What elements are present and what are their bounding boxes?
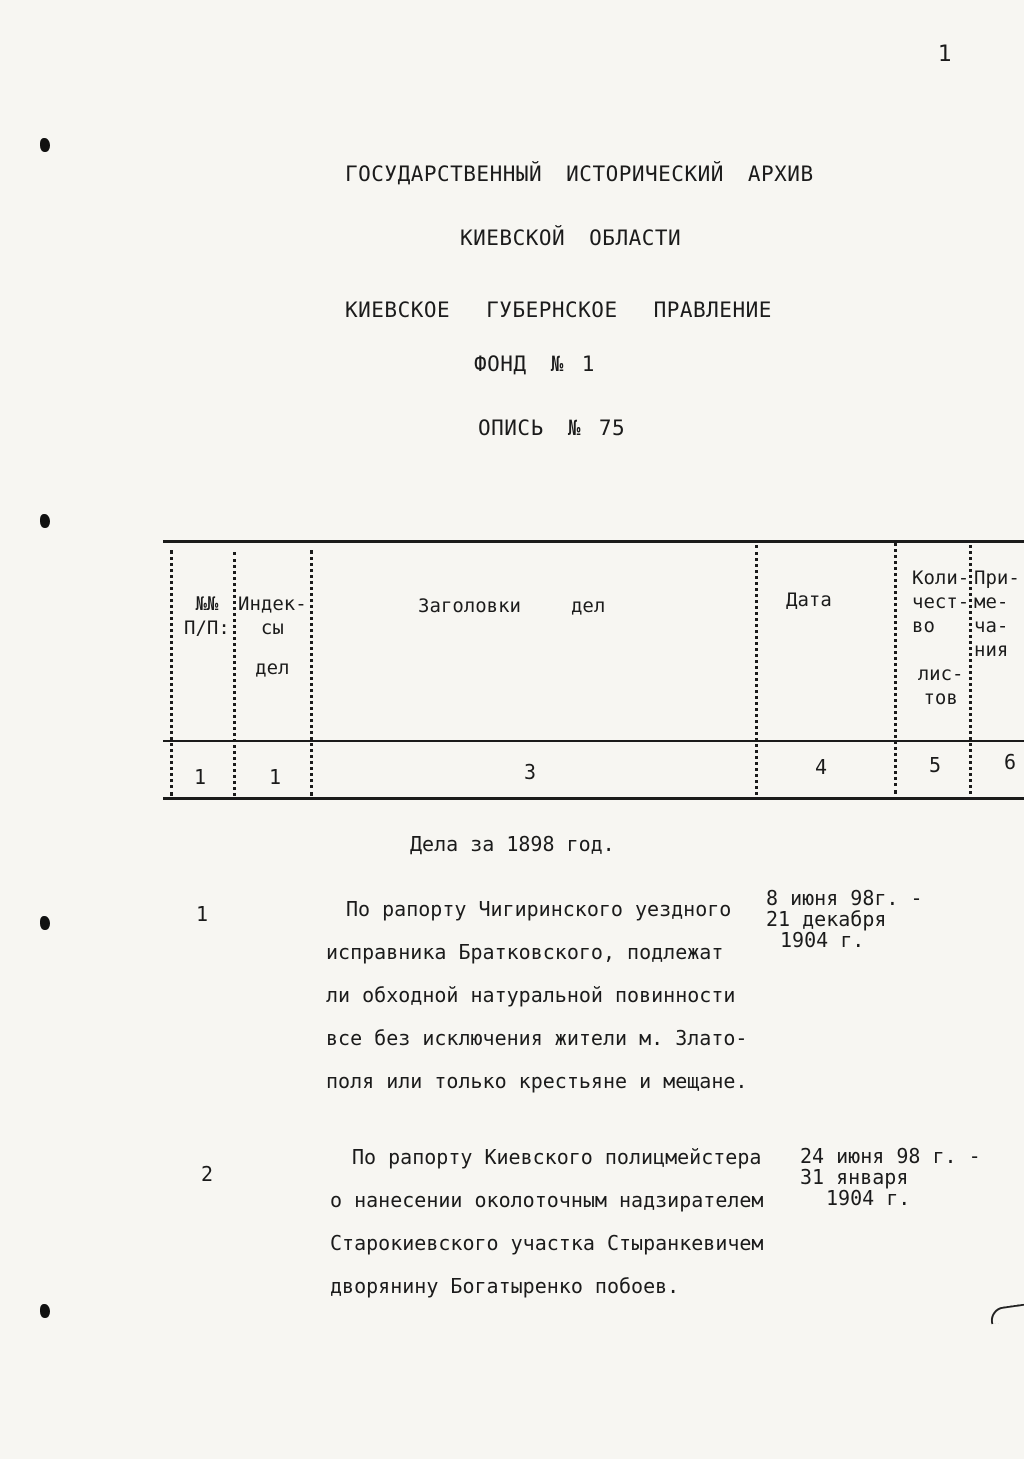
punch-mark — [40, 138, 50, 152]
record-date: 8 июня 98г. - 21 декабря 1904 г. — [766, 886, 923, 952]
record-title: По рапорту Чигиринского уездного исправника Братковского, подлежат ли обходной натуральной повинности все без исключения жители м. Злато- поля или только крестьяне и мещане. — [326, 897, 748, 1093]
col-number: 4 — [815, 755, 828, 779]
record-title: По рапорту Киевского полицмейстера о нанесении околоточным надзирателем Старокиевского участка Стыранкевичем дворянину Богатыренко побоев. — [330, 1145, 764, 1298]
archive-region: КИЕВСКОЙ ОБЛАСТИ — [460, 226, 682, 250]
column-divider — [233, 552, 236, 796]
col-header-notes: При- ме- ча- ния — [974, 567, 1020, 661]
table-bottom-rule — [163, 797, 1024, 800]
col-number: 3 — [524, 760, 537, 784]
col-number: 6 — [1004, 750, 1017, 774]
record-date: 24 июня 98 г. - 31 января 1904 г. — [800, 1144, 981, 1210]
col-number: 1 — [269, 765, 282, 789]
col-header-date: Дата — [786, 589, 832, 611]
col-header-titles: Заголовки дел — [418, 595, 606, 617]
record-number: 1 — [196, 902, 209, 926]
punch-mark — [40, 916, 50, 930]
opis-number: ОПИСЬ № 75 — [478, 416, 626, 440]
punch-mark — [40, 1304, 50, 1318]
col-number: 1 — [194, 765, 207, 789]
column-divider — [894, 542, 897, 794]
fond-number: ФОНД № 1 — [474, 352, 595, 376]
column-divider — [310, 550, 313, 796]
archive-title: ГОСУДАРСТВЕННЫЙ ИСТОРИЧЕСКИЙ АРХИВ — [345, 162, 814, 186]
record-number: 2 — [201, 1162, 214, 1186]
col-number: 5 — [929, 753, 942, 777]
col-header-sheet-count: Коли- чест- во лис- тов — [912, 567, 970, 709]
pen-scribble — [989, 1304, 1024, 1325]
page-number: 1 — [938, 42, 952, 67]
column-divider — [969, 540, 972, 794]
col-header-number: №№ П/П: — [184, 593, 230, 639]
institution-name: КИЕВСКОЕ ГУБЕРНСКОЕ ПРАВЛЕНИЕ — [345, 298, 772, 322]
col-header-index: Индек- сы дел — [238, 593, 307, 679]
column-divider — [170, 550, 173, 796]
column-divider — [755, 545, 758, 795]
section-title: Дела за 1898 год. — [410, 832, 615, 856]
punch-mark — [40, 514, 50, 528]
